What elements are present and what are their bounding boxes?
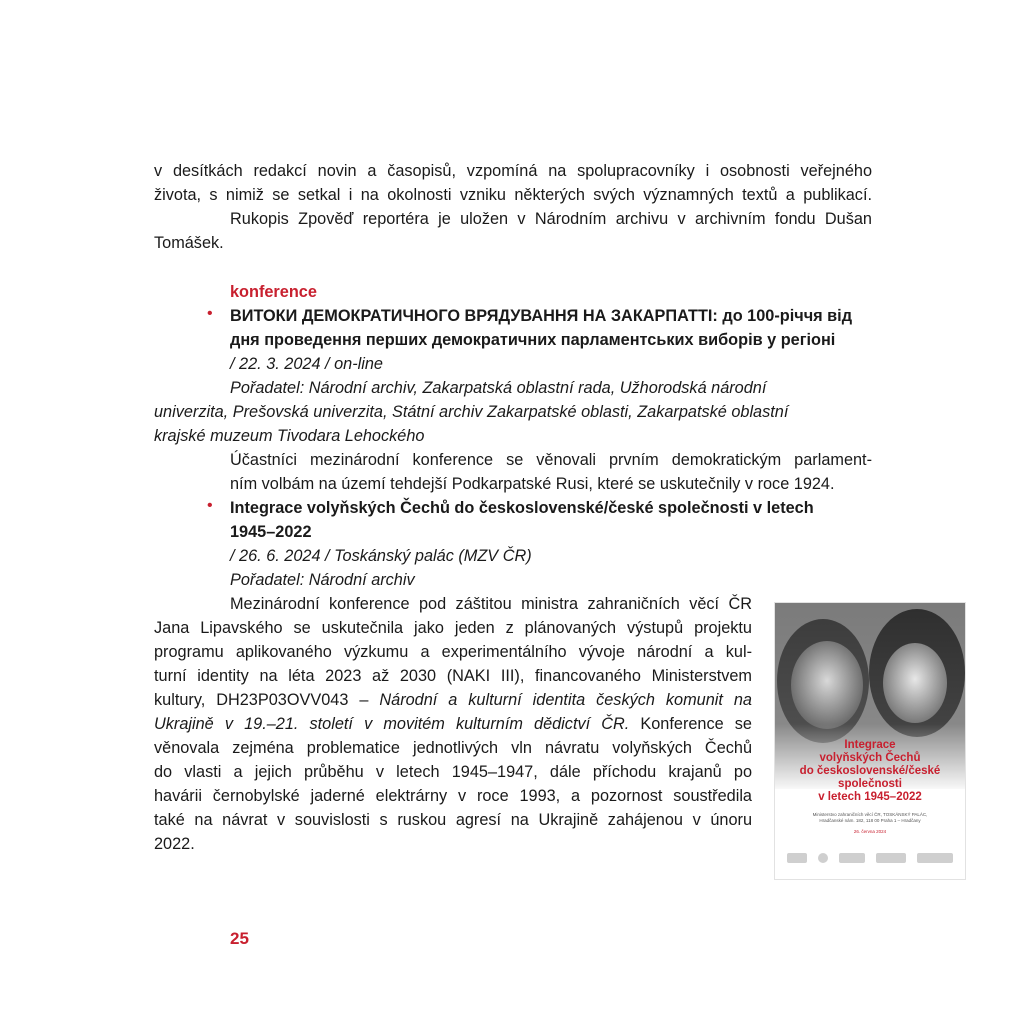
event-description: havárii černobylské jaderné elektrárny v roce 1993, a pozornost soustředila [154, 787, 752, 805]
description-text: kultury, DH23P03OVV043 – [154, 691, 380, 709]
event-title: дня проведення перших демократичних парламентських виборів у регіоні [230, 331, 836, 349]
logo-icon [876, 853, 906, 863]
project-title: Ukrajině v 19.–21. století v movitém kulturním dědictví ČR. [154, 715, 630, 733]
description-text: Konference se [629, 715, 752, 733]
logo-icon [787, 853, 807, 863]
event-description: Účastníci mezinárodní konference se věnovali prvním demokratickým parlament- [230, 451, 872, 469]
event-description: Jana Lipavského se uskutečnila jako jeden z plánovaných výstupů projektu [154, 619, 752, 637]
bullet-icon: • [207, 497, 213, 514]
event-description: věnovala zejména problematice jednotlivých vln návratu volyňských Čechů [154, 739, 752, 757]
emblem-icon [818, 853, 828, 863]
logo-icon [839, 853, 865, 863]
event-description: do vlasti a jejich průběhu v letech 1945–1947, dále příchodu krajanů po [154, 763, 752, 781]
poster-title-line: do československé/české [799, 765, 941, 777]
event-organizer: Pořadatel: Národní archiv [230, 571, 415, 589]
paragraph-line: v desítkách redakcí novin a časopisů, vzpomíná na spolupracovníky i osobnosti veřejného [154, 162, 872, 180]
event-description: Mezinárodní konference pod záštitou ministra zahraničních věcí ČR [230, 595, 752, 613]
event-description [154, 688, 752, 712]
poster-venue-line: Ministerstvo zahraničních věcí ČR, TOSKÁNSKÝ PALÁC, [812, 812, 928, 817]
event-organizer: Pořadatel: Národní archiv, Zakarpatská oblastní rada, Užhorodská národní [230, 379, 767, 397]
event-organizer: univerzita, Prešovská univerzita, Státní archiv Zakarpatské oblasti, Zakarpatské oblastní [154, 403, 789, 421]
event-organizer: krajské muzeum Tivodara Lehockého [154, 427, 425, 445]
event-description: programu aplikovaného výzkumu a experimentálního vývoje národní a kul- [154, 643, 752, 661]
paragraph-line: Tomášek. [154, 234, 224, 252]
event-date: / 26. 6. 2024 / Toskánský palác (MZV ČR) [230, 547, 532, 565]
project-title: Národní a kulturní identita českých komunit na [379, 691, 752, 709]
poster-venue [795, 812, 945, 824]
poster-title-line: v letech 1945–2022 [818, 791, 922, 803]
poster-title-line: Integrace [844, 739, 896, 751]
event-title: 1945–2022 [230, 523, 312, 541]
section-heading: konference [230, 283, 317, 301]
event-description: turní identity na léta 2023 až 2030 (NAKI III), financovaného Ministerstvem [154, 667, 752, 685]
event-date: / 22. 3. 2024 / on-line [230, 355, 383, 373]
event-title: Integrace volyňských Čechů do československé/české společnosti v letech [230, 499, 814, 517]
event-description [154, 712, 752, 736]
poster-title [775, 739, 965, 804]
bullet-icon: • [207, 305, 213, 322]
conference-poster [774, 602, 966, 880]
event-title: ВИТОКИ ДЕМОКРАТИЧНОГО ВРЯДУВАННЯ НА ЗАКАРПАТТІ: до 100-річчя від [230, 307, 853, 325]
poster-title-line: volyňských Čechů [819, 752, 921, 764]
page-number: 25 [230, 929, 249, 948]
poster-date: 26. června 2024 [853, 829, 887, 834]
event-description: také na návrat v souvislosti s ruskou agresí na Ukrajině zahájenou v únoru [154, 811, 752, 829]
event-description: ním volbám na území tehdejší Podkarpatské Rusi, které se uskutečnily v roce 1924. [230, 475, 835, 493]
poster-logos [787, 851, 953, 865]
logo-icon [917, 853, 953, 863]
event-description: 2022. [154, 835, 195, 853]
poster-title-line: společnosti [838, 778, 902, 790]
paragraph-line: života, s nimiž se setkal i na okolnosti vzniku některých svých významných textů a publikací. [154, 186, 872, 204]
poster-venue-line: Hradčanské nám. 182, 118 00 Praha 1 – Hradčany [819, 818, 921, 823]
paragraph-line: Rukopis Zpověď reportéra je uložen v Národním archivu v archivním fondu Dušan [230, 210, 872, 228]
